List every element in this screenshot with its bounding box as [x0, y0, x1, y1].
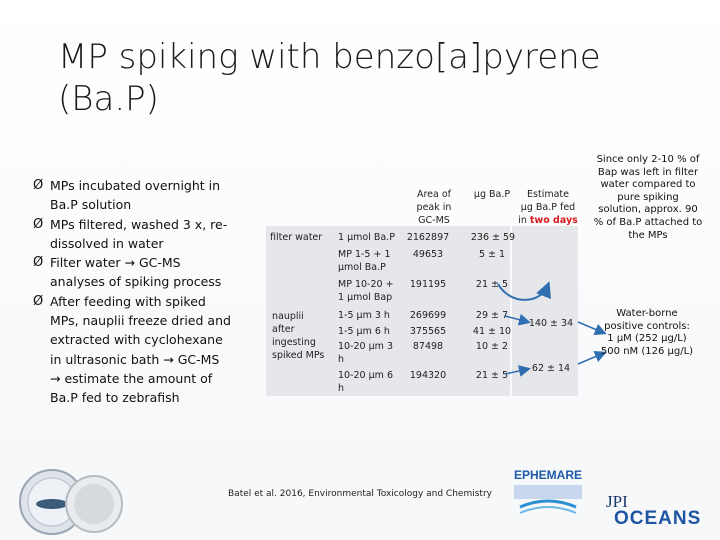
table-row: 10-20 µm 6 h — [338, 370, 393, 394]
table-cell-area: 49653 — [412, 249, 444, 260]
bullet-text: After feeding with spiked — [50, 293, 206, 309]
header-ug: µg Ba.P — [473, 189, 511, 200]
ephemare-logo — [506, 467, 590, 523]
table-cell-ug: 5 ± 1 — [478, 249, 506, 260]
bullet-text: MPs incubated overnight in — [50, 178, 221, 193]
arrow-icon — [505, 316, 528, 322]
estimate-value-1: 140 ± 34 — [528, 318, 574, 329]
table-cell-ug: 10 ± 2 — [475, 341, 509, 352]
group-label-filter-water: filter water — [270, 232, 323, 243]
table-cell-ug: 29 ± 7 — [475, 310, 509, 321]
ephemare-logo-graphic — [506, 467, 590, 523]
table-cell-ug: 41 ± 10 — [472, 326, 512, 337]
title-line-2: (Ba.P) — [58, 79, 159, 119]
note-bottom: Water-borne positive controls: 1 µM (252 µg/L) 500 nM (126 µg/L) — [600, 308, 694, 357]
table-cell-area: 269699 — [409, 310, 447, 321]
estimate-value-2: 62 ± 14 — [531, 363, 571, 374]
bullet-text: → estimate the amount of — [50, 370, 213, 386]
bullet-text: Filter water → GC-MS — [50, 255, 181, 271]
table-cell-area: 375565 — [409, 326, 447, 337]
oceans-logo-text: OCEANS — [614, 508, 702, 529]
header-estimate: Estimate µg Ba.P fed in two days — [518, 189, 578, 226]
bullet-text: MPs filtered, washed 3 x, re- — [50, 216, 228, 232]
bullet-text: analyses of spiking process — [50, 274, 222, 290]
jpi-oceans-logo — [606, 490, 718, 530]
arrow-bullet-icon: Ø — [33, 255, 44, 271]
table-cell-area: 194320 — [409, 370, 447, 381]
arrow-bullet-icon: Ø — [33, 178, 44, 193]
table-row: MP 1-5 + 1 µmol Ba.P — [338, 249, 391, 273]
table-row: 1-5 µm 3 h — [338, 310, 390, 321]
table-cell-ug: 236 ± 59 — [470, 232, 516, 243]
bullet-text: Ba.P solution — [50, 197, 132, 213]
table-row: 10-20 µm 3 h — [338, 341, 393, 365]
table-row: MP 10-20 + 1 µmol Bap — [338, 279, 394, 303]
bullet-text: dissolved in water — [50, 235, 164, 251]
table-row: 1-5 µm 6 h — [338, 326, 390, 337]
table-cell-area: 2162897 — [406, 232, 450, 243]
table-cell-area: 87498 — [412, 341, 444, 352]
title-line-1: MP spiking with benzo[a]pyrene — [58, 37, 601, 77]
table-row: 1 µmol Ba.P — [338, 232, 395, 243]
two-days-highlight: two days — [529, 215, 578, 226]
table-cell-ug: 21 ± 5 — [475, 279, 509, 290]
bullet-text: MPs, nauplii freeze dried and — [50, 313, 231, 329]
header-area: Area of peak in GC-MS — [416, 189, 452, 226]
svg-text:EPHEMARE: EPHEMARE — [513, 468, 583, 482]
bullet-text: extracted with cyclohexane — [50, 332, 223, 348]
bullet-text: in ultrasonic bath → GC-MS — [50, 351, 220, 367]
arrow-bullet-icon: Ø — [33, 216, 44, 232]
university-seal-logo — [8, 452, 124, 536]
table-cell-ug: 21 ± 5 — [475, 370, 509, 381]
arrow-bullet-icon: Ø — [33, 293, 44, 309]
table-cell-area: 191195 — [409, 279, 447, 290]
curved-arrow-icon — [498, 284, 548, 300]
note-top: Since only 2-10 % of Bap was left in filter water compared to pure spiking solution, approx. 90 % of Ba.P attached to the MPs — [593, 154, 703, 241]
bullet-text: Ba.P fed to zebrafish — [50, 390, 180, 406]
arrow-icon — [505, 369, 528, 374]
citation: Batel et al. 2016, Environmental Toxicology and Chemistry — [228, 489, 492, 499]
jpi-logo-text: JPI — [606, 492, 628, 511]
group-label-nauplii: nauplii after ingesting spiked MPs — [272, 311, 325, 361]
